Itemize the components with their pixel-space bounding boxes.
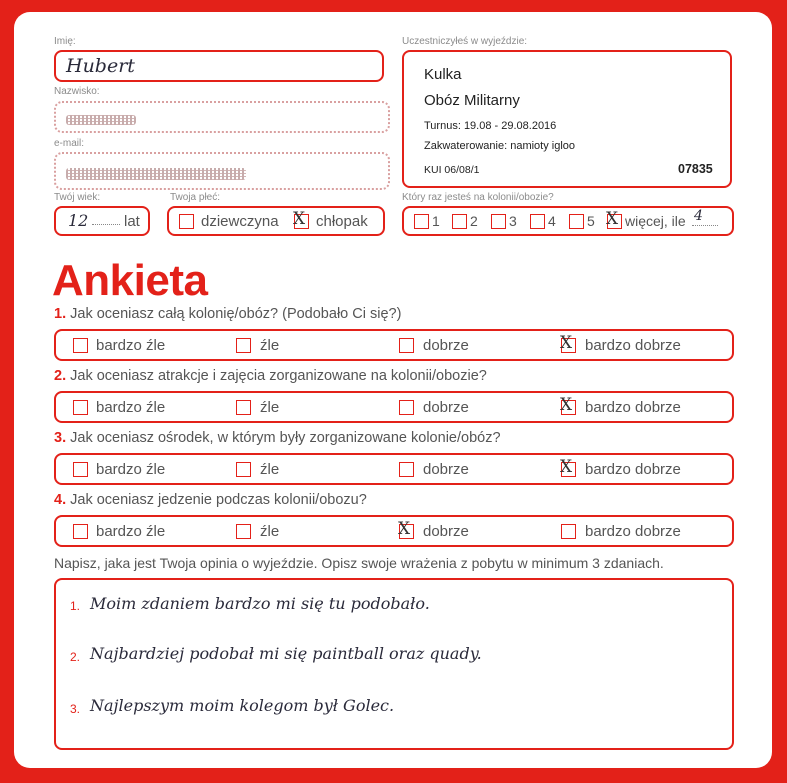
question-2-options	[54, 391, 734, 423]
times-2-checkbox[interactable]	[452, 214, 467, 229]
plec-chlopak-checkbox[interactable]: X	[294, 214, 309, 229]
q1-bardzo-zle-checkbox[interactable]	[73, 338, 88, 353]
wiek-underline	[92, 224, 120, 225]
trip-zakwaterowanie: Zakwaterowanie: namioty igloo	[424, 140, 576, 152]
question-4-number: 4.	[54, 492, 67, 508]
plec-dziewczyna-label: dziewczyna	[201, 213, 279, 230]
q1-dobrze-label: dobrze	[423, 337, 469, 354]
email-field[interactable]	[54, 152, 390, 190]
q4-bardzo-dobrze-label: bardzo dobrze	[585, 523, 681, 540]
wiek-unit: lat	[124, 213, 140, 230]
q2-bardzo-dobrze-label: bardzo dobrze	[585, 399, 681, 416]
trip-number: 07835	[678, 162, 713, 176]
times-1-label: 1	[432, 213, 440, 229]
times-field	[402, 206, 734, 236]
wiek-value: 12	[68, 211, 89, 230]
email-label: e-mail:	[54, 138, 85, 149]
q2-zle-label: źle	[260, 399, 280, 416]
opinion-line-3-text: Najlepszym moim kolegom był Golec.	[90, 696, 395, 715]
plec-dziewczyna-checkbox[interactable]	[179, 214, 194, 229]
plec-chlopak-label: chłopak	[316, 213, 368, 230]
opinion-line-1-text: Moim zdaniem bardzo mi się tu podobało.	[90, 594, 430, 613]
q2-bardzo-zle-label: bardzo źle	[96, 399, 166, 416]
q3-bardzo-zle-checkbox[interactable]	[73, 462, 88, 477]
opinion-line-2-number: 2.	[70, 650, 81, 664]
opinion-line-1-number: 1.	[70, 599, 81, 613]
q3-zle-label: źle	[260, 461, 280, 478]
q1-bardzo-zle-label: bardzo źle	[96, 337, 166, 354]
question-4-text: Jak oceniasz jedzenie podczas kolonii/obozu?	[70, 492, 367, 508]
survey-sheet	[14, 12, 772, 768]
q3-bardzo-dobrze-label: bardzo dobrze	[585, 461, 681, 478]
q4-zle-checkbox[interactable]	[236, 524, 251, 539]
plec-field	[167, 206, 385, 236]
q3-bardzo-dobrze-checkbox[interactable]: X	[561, 462, 576, 477]
wiek-label: Twój wiek:	[54, 192, 101, 203]
q4-bardzo-zle-label: bardzo źle	[96, 523, 166, 540]
survey-title: Ankieta	[52, 256, 208, 305]
q4-bardzo-dobrze-checkbox[interactable]	[561, 524, 576, 539]
question-1	[54, 306, 401, 322]
question-1-number: 1.	[54, 306, 67, 322]
trip-box	[402, 50, 732, 188]
imie-label: Imię:	[54, 36, 76, 47]
q3-bardzo-zle-label: bardzo źle	[96, 461, 166, 478]
opinion-line-2-text: Najbardziej podobał mi się paintball oraz quady.	[90, 644, 482, 663]
q4-bardzo-zle-checkbox[interactable]	[73, 524, 88, 539]
opinion-line-3-number: 3.	[70, 702, 81, 716]
q1-bardzo-dobrze-label: bardzo dobrze	[585, 337, 681, 354]
times-5-checkbox[interactable]	[569, 214, 584, 229]
question-3-number: 3.	[54, 430, 67, 446]
redacted-email	[66, 168, 246, 180]
q1-dobrze-checkbox[interactable]	[399, 338, 414, 353]
q1-zle-checkbox[interactable]	[236, 338, 251, 353]
question-4-options	[54, 515, 734, 547]
trip-camp: Obóz Militarny	[424, 92, 520, 109]
plec-label: Twoja płeć:	[170, 192, 221, 203]
question-3-options	[54, 453, 734, 485]
question-2-number: 2.	[54, 368, 67, 384]
times-more-value: 4	[694, 208, 703, 224]
times-label: Który raz jesteś na kolonii/obozie?	[402, 192, 554, 203]
times-3-checkbox[interactable]	[491, 214, 506, 229]
q2-bardzo-zle-checkbox[interactable]	[73, 400, 88, 415]
wiek-field[interactable]	[54, 206, 150, 236]
times-3-label: 3	[509, 213, 517, 229]
nazwisko-field[interactable]	[54, 101, 390, 133]
imie-field[interactable]	[54, 50, 384, 82]
q4-zle-label: źle	[260, 523, 280, 540]
question-3	[54, 430, 501, 446]
redacted-surname	[66, 115, 136, 125]
nazwisko-label: Nazwisko:	[54, 86, 100, 97]
question-2	[54, 368, 487, 384]
q2-dobrze-label: dobrze	[423, 399, 469, 416]
question-4	[54, 492, 367, 508]
q2-bardzo-dobrze-checkbox[interactable]: X	[561, 400, 576, 415]
q3-dobrze-checkbox[interactable]	[399, 462, 414, 477]
trip-label: Uczestniczyłeś w wyjeździe:	[402, 36, 528, 47]
trip-code: KUI 06/08/1	[424, 164, 480, 176]
q2-dobrze-checkbox[interactable]	[399, 400, 414, 415]
q1-bardzo-dobrze-checkbox[interactable]: X	[561, 338, 576, 353]
times-2-label: 2	[470, 213, 478, 229]
q2-zle-checkbox[interactable]	[236, 400, 251, 415]
times-more-label: więcej, ile	[625, 213, 686, 229]
imie-value: Hubert	[66, 55, 135, 77]
q4-dobrze-label: dobrze	[423, 523, 469, 540]
trip-name: Kulka	[424, 66, 462, 83]
times-1-checkbox[interactable]	[414, 214, 429, 229]
times-4-checkbox[interactable]	[530, 214, 545, 229]
q3-zle-checkbox[interactable]	[236, 462, 251, 477]
q4-dobrze-checkbox[interactable]: X	[399, 524, 414, 539]
opinion-prompt: Napisz, jaka jest Twoja opinia o wyjeździe. Opisz swoje wrażenia z pobytu w minimum 3 zdaniach.	[54, 555, 664, 571]
times-4-label: 4	[548, 213, 556, 229]
trip-turnus: Turnus: 19.08 - 29.08.2016	[424, 120, 557, 132]
question-2-text: Jak oceniasz atrakcje i zajęcia zorganizowane na kolonii/obozie?	[70, 368, 487, 384]
q3-dobrze-label: dobrze	[423, 461, 469, 478]
question-3-text: Jak oceniasz ośrodek, w którym były zorganizowane kolonie/obóz?	[70, 430, 501, 446]
times-5-label: 5	[587, 213, 595, 229]
opinion-box[interactable]	[54, 578, 734, 750]
times-more-underline	[692, 225, 718, 226]
question-1-options	[54, 329, 734, 361]
q1-zle-label: źle	[260, 337, 280, 354]
question-1-text: Jak oceniasz całą kolonię/obóz? (Podobało Ci się?)	[70, 306, 402, 322]
times-more-checkbox[interactable]: X	[607, 214, 622, 229]
